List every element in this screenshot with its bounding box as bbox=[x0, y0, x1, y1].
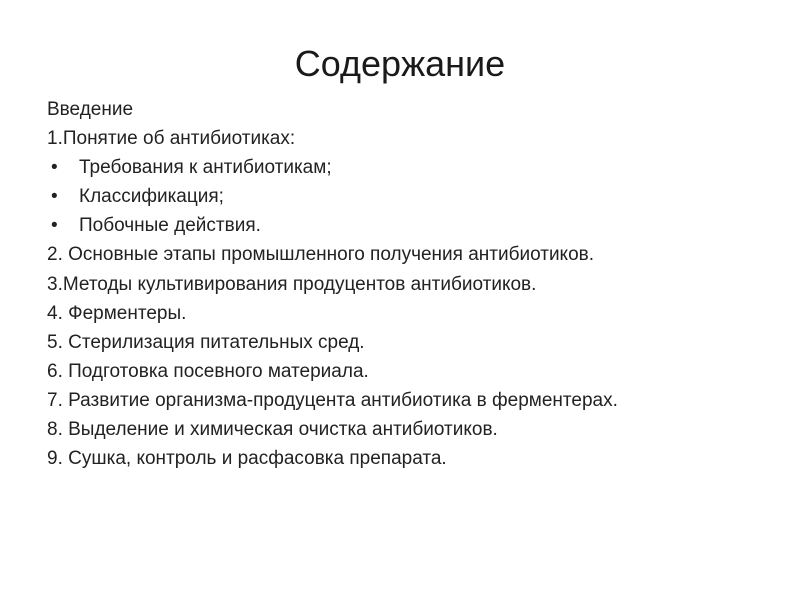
contents-item-text: 2. Основные этапы промышленного получения антибиотиков. bbox=[47, 244, 595, 266]
contents-item-2 bbox=[47, 240, 777, 269]
contents-list bbox=[47, 95, 777, 473]
contents-item-text: 6. Подготовка посевного материала. bbox=[47, 360, 369, 382]
contents-item-5 bbox=[47, 328, 777, 357]
bullet-icon: • bbox=[51, 186, 58, 208]
slide-title: Содержание bbox=[294, 43, 506, 84]
contents-item-7 bbox=[47, 386, 777, 415]
contents-item-text: Введение bbox=[47, 99, 134, 120]
contents-item-introduction bbox=[47, 95, 777, 124]
contents-item-1 bbox=[47, 124, 777, 153]
contents-subitem-requirements bbox=[47, 153, 777, 182]
contents-item-text: Побочные действия. bbox=[79, 215, 261, 237]
contents-item-text: 9. Сушка, контроль и расфасовка препарата. bbox=[47, 448, 447, 470]
contents-item-text: 8. Выделение и химическая очистка антибиотиков. bbox=[47, 419, 498, 441]
contents-item-8 bbox=[47, 415, 777, 444]
contents-item-text: 7. Развитие организма-продуцента антибиотика в ферментерах. bbox=[47, 389, 618, 411]
contents-item-4 bbox=[47, 299, 777, 328]
contents-item-text: Требования к антибиотикам; bbox=[79, 157, 332, 179]
bullet-icon: • bbox=[51, 157, 58, 179]
contents-subitem-side-effects bbox=[47, 211, 777, 240]
contents-item-text: 1.Понятие об антибиотиках: bbox=[47, 128, 296, 150]
contents-subitem-classification bbox=[47, 182, 777, 211]
contents-item-9 bbox=[47, 444, 777, 473]
contents-item-text: 5. Стерилизация питательных сред. bbox=[47, 331, 365, 353]
contents-item-text: 4. Ферментеры. bbox=[47, 302, 187, 324]
contents-item-3 bbox=[47, 270, 777, 299]
contents-item-text: Классификация; bbox=[79, 186, 224, 208]
contents-item-6 bbox=[47, 357, 777, 386]
bullet-icon: • bbox=[51, 215, 58, 237]
contents-item-text: 3.Методы культивирования продуцентов антибиотиков. bbox=[47, 273, 537, 295]
